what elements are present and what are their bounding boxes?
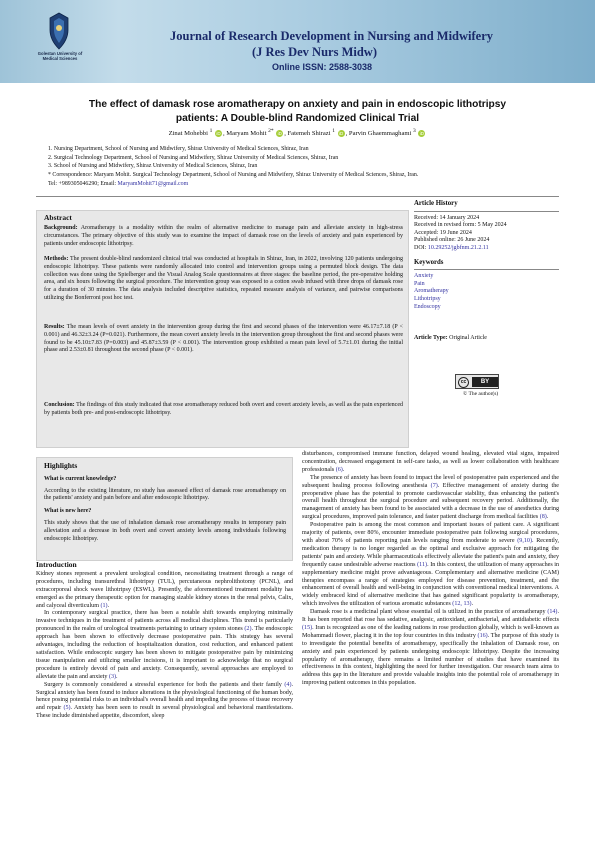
body-text: disturbances, compromised immune function, delayed wound healing, elevated vital signs, impaired concentration, decreased engagement in self-care tasks, as well as lower collaboration with healthcare professionals [302,451,559,473]
received-date: Received: 14 January 2024 [414,214,480,221]
copyright-notice: © The author(s) [463,391,499,397]
abstract-text: The mean levels of overt anxiety in the intervention group during the first and second phases of the intervention were 46.17±7.18 (P < 0.001) and 46.32±3.24 (P=0.021). Furthermore, the mean covert anxiety levels in the intervention group throughout the first and second phases were found to be 45.10±7.83 (P=0.003) and 45.87±3.59 (P < 0.001). The intervention group exhibited a mean pain level of 5.7±1.01 during the initial phase and 2.53±0.81 throughout the second phase (P < 0.001). [44,324,403,354]
institution-name: Golestan University of Medical Sciences [37,51,83,61]
doi-label: DOI: [414,244,428,251]
abstract-results [44,324,403,355]
citation-link[interactable]: (7) [430,482,438,489]
body-text: The presence of anxiety has been found to impact the level of postoperative pain experienced and the subsequent healing process following anesthesia [302,474,559,489]
highlight-question: What is current knowledge? [44,475,117,482]
orcid-icon[interactable]: iD [216,131,221,137]
university-logo [48,12,70,50]
cc-by-license-badge[interactable] [455,374,499,389]
orcid-icon[interactable]: iD [338,131,344,137]
body-paragraph: Damask rose is a medicinal plant whose essential oil is utilized in the practice of aromatherapy (14). It has been reported that rose has sedative, analgesic, antioxidant, antibacterial, and antidiabetic effects (15). Iran is recognized as one of the leading nations in rose production globally, which is well-known as Mohammadi flower, placing it in the top four countries in this industry (16). The purpose of this study is to investigate the potential benefits of aromatherapy, specifically the inhalation of Damask rose, on anxiety and pain experienced by patients undergoing endoscopic lithotripsy. Despite the increasing popularity of aromatherapy, there remains a limited number of studies that have examined its effectiveness in this context, highlighting the need for further investigation. Our research team aims to address this gap in the literature and provide valuable insights into the potential role of aromatherapy in improving patient outcomes in this population. [302,609,560,687]
abstract-conclusion [44,402,403,418]
body-paragraph: Kidney stones represent a prevalent urological condition, necessitating treatment through a range of procedures, including transurethral lithotripsy (TUL), percutaneous nephrolithotomy (PCNL), and extracorporeal shock wave lithotripsy (ESWL). Presently, the aforementioned treatment modality has emerged as the primary therapeutic option for managing sizable kidney stones in the renal pelvis, Calix, and calyceal diverticulum (1). [36,570,293,609]
affiliations [48,145,568,189]
keyword-link[interactable]: Lithotripsy [414,295,441,302]
citation-link[interactable]: (4) [284,681,292,688]
author-affil-sup: 3 [413,128,416,134]
journal-abbreviation: (J Res Dev Nurs Midw) [252,45,377,59]
body-paragraph: disturbances, compromised immune function, delayed wound healing, elevated vital signs, impaired concentration, decreased engagement in self-care tasks, as well as lower collaboration with healthcare professionals (6). [302,451,559,473]
body-text: In this context, the utilization of many approaches in supplementary medicine might prove advantageous. Complementary and alternative medicine (CAM) therapies encompass a range of strategies employed for disease prevention, treatment, and the enhancement of overall health and well-being in conjunction with conventional medical interventions. A widely embraced kind of alternative medicine that has gained significant popularity is aromatherapy, which involves the utilization of various aromatic substances [302,561,560,608]
body-text: Postoperative pain is among the most common and important issues of patient care. A significant majority of patients, over 80%, encounter immediate postoperative pain following surgical procedures, with about 70% of patients reporting pain levels ranging from moderate to severe [302,522,559,544]
author-name: Zinat Mohebbi [168,130,208,138]
body-paragraph: In contemporary surgical practice, there has been a notable shift towards employing minimally invasive techniques in the treatment of patients across all medical disciplines. This trend is particularly pronounced in the realm of urological treatments pertaining to urinary system stones (2). The endoscopic approach has been shown to effectively decrease postoperative pain. This strategy has several advantages, including the reduction of hospitalization duration, cost reduction, and enhanced patient satisfaction. While endoscopic surgery has been shown to mitigate postoperative pain by minimizing tissue manipulation and utilizing smaller incisions, it is important to acknowledge that no surgical procedure is entirely devoid of pain and anxiety. Consequently, several approaches are employed to alleviate the pain and anxiety (3). [36,610,294,680]
body-text: Effective management of anxiety during the preoperative phase has the potential to promote cardiovascular stability, thus enhancing the patient's overall health throughout the surgical procedure and subsequent recovery period. Additionally, the management of anxiety has been found to be associated with a decrease in the use of anesthetics during surgical procedures, improved pain tolerance, and faster patient discharge from medical facilities [302,482,559,521]
highlight-answer: This study shows that the use of inhalation damask rose aromatherapy results in temporary pain alleviation and a decrease in both overt and covert anxiety levels among individuals following endoscopic lithotripsy. [44,519,286,542]
divider [36,196,559,197]
highlights-heading: Highlights [44,461,78,470]
keyword-link[interactable]: Pain [414,280,425,287]
revised-date: Received in revised form: 5 May 2024 [414,222,507,229]
paper-title-line-1: The effect of damask rose aromatherapy on anxiety and pain in endoscopic lithotripsy [88,99,507,110]
abstract-methods [44,256,403,303]
paper-title-line-2: patients: A Double-blind Randomized Clinical Trial [175,113,420,124]
citation-link[interactable]: (11) [417,561,428,568]
doi-link[interactable]: 10.29252/jgbfnm.21.2.11 [427,244,489,251]
body-text: Damask rose is a medicinal plant whose essential oil is utilized in the practice of aromatherapy [310,609,546,616]
creative-commons-icon: cc [458,377,469,388]
body-text: Kidney stones represent a prevalent urological condition, necessitating treatment through a range of procedures, including transurethral lithotripsy (TUL), percutaneous nephrolithotomy (PCNL), and extracorporeal shock wave lithotripsy (ESWL). Presently, the aforementioned treatment modality has emerged as the primary therapeutic option for managing sizable kidney stones in the renal pelvis, Calix, and calyceal diverticulum [36,570,293,609]
introduction-heading: Introduction [36,560,77,569]
citation-link[interactable]: (12, 13) [452,601,472,608]
abstract-label: Conclusion: [44,402,75,408]
body-text: Surgical anxiety has been found to induce alterations in the physiological functioning of the human body, hence posing potential risks to an individual's overall health and impeding the process of tissue recovery and repair [36,689,293,712]
body-text: Anxiety has been seen to result in several physiological and behavioral manifestations. These include diminished appetite, discomfort, sleep [36,705,294,720]
author-affil-sup: 1 [332,128,335,134]
keywords-heading: Keywords [414,258,444,266]
author-name: Parvin Ghaemmaghami [348,130,412,138]
highlight-answer: According to the existing literature, no study has assessed effect of damask rose aromatherapy on the patients' anxiety and pain before and after endoscopic lithotripsy. [44,487,286,502]
citation-link[interactable]: (8) [539,514,547,521]
keyword-link[interactable]: Aromatherapy [414,288,449,295]
body-text: The purpose of this study is to investigate the potential benefits of aromatherapy, specifically the inhalation of Damask rose, on anxiety and pain experienced by patients undergoing endoscopic lithotripsy. Despite the increasing popularity of aromatherapy, there remains a limited number of studies that have examined its effectiveness in this context, highlighting the need for further investigation. Our research team aims to address this gap in the literature and provide valuable insights into the potential role of aromatherapy in improving patient outcomes in this population. [302,632,559,687]
body-paragraph: Surgery is commonly considered a stressful experience for both the patients and their family (4). Surgical anxiety has been found to induce alterations in the physiological functioning of the human body, hence posing potential risks to an individual's overall health and impeding the process of tissue recovery and repair (5). Anxiety has been seen to result in several physiological and behavioral manifestations. These include diminished appetite, discomfort, sleep [36,681,294,720]
contact-line [48,180,568,189]
author-affil-sup: 1 [209,128,213,134]
divider [414,211,559,212]
contact-phone: Tel: +989305046290; Email: [48,180,118,187]
citation-link[interactable]: (6) [335,466,343,473]
citation-link[interactable]: (1) [100,602,108,609]
article-type-value: Original Article [449,335,487,342]
divider [414,269,559,270]
affiliation-item: 3. School of Nursing and Midwifery, Shiraz University of Medical Sciences, Shiraz, Iran [48,163,258,170]
accepted-date: Accepted: 19 June 2024 [414,229,472,236]
author-name: Fatemeh Shirazi [287,130,331,138]
contact-email-link[interactable]: MaryamMohit71@gmail.com [117,180,189,187]
body-paragraph: The presence of anxiety has been found to impact the level of postoperative pain experienced and the subsequent healing process following anesthesia (7). Effective management of anxiety during the preoperative phase has the potential to promote cardiovascular stability, thus enhancing the patient's overall health throughout the surgical procedure and subsequent recovery period. Additionally, the management of anxiety has been found to be associated with a decrease in the use of anesthetics during surgical procedures, improved pain tolerance, and faster patient discharge from medical facilities (8). [302,474,559,521]
abstract-text: The present double-blind randomized clinical trial was conducted at hospitals in Shiraz, Iran, in 2022, involving 120 patients undergoing endoscopic lithotripsy. These patients were randomly allocated into control and intervention groups using a permuted block design. The data collection was done using the Spielberger and the Visual Analog Scale questionnaires at three stages: the baseline period, the pre-operative holding area, and six hours following the surgical procedure. The intervention group was exposed to a cotton swab infused with three drops of damask rose for a duration of 30 minutes. The data analysis included descriptive statistics, repeated measure analysis of variance, and pairwise comparisons utilizing the Bonferroni post hoc test. [44,256,403,301]
body-paragraph: Postoperative pain is among the most common and important issues of patient care. A significant majority of patients, over 80%, encounter immediate postoperative pain following surgical procedures, with about 70% of patients reporting pain levels ranging from moderate to severe (9,10). Recently, medication therapy is no longer regarded as the optimal and exclusive approach for mitigating the patients' pain and anxiety. While pharmaceuticals effectively alleviate the patient's pain and anxiety, they frequently cause undesirable adverse reactions (11). In this context, the utilization of many approaches in supplementary medicine might prove advantageous. Complementary and alternative medicine (CAM) therapies encompass a range of strategies employed for disease prevention, treatment, and the enhancement of overall health and well-being in conjunction with conventional medical interventions. A widely embraced kind of alternative medicine that has gained significant popularity is aromatherapy, which involves the utilization of various aromatic substances (12, 13). [302,522,560,608]
cc-by-label: BY [472,377,498,387]
abstract-text: The findings of this study indicated that rose aromatherapy reduced both overt and covert anxiety levels, as well as the pain experienced by patients both pre- and post-endoscopic lithotripsy. [44,402,403,416]
body-text: Surgery is commonly considered a stressful experience for both the patients and their family [44,681,282,688]
journal-issn: Online ISSN: 2588-3038 [272,62,373,72]
citation-link[interactable]: (2) [244,626,252,633]
published-date: Published online: 26 June 2024 [414,237,490,244]
abstract-label: Results: [44,324,65,330]
article-history-heading: Article History [414,200,458,207]
doi-line [414,245,559,253]
affiliation-item: 1. Nursing Department, School of Nursing and Midwifery, Shiraz University of Medical Sciences, Shiraz, Iran [48,146,309,152]
body-text: The endoscopic approach has been shown to effectively decrease postoperative pain. This strategy has several advantages, including the reduction of hospitalization duration, cost reduction, and enhanced patient satisfaction. While endoscopic surgery has been shown to mitigate postoperative pain by minimizing tissue manipulation and utilizing smaller incisions, it is important to acknowledge that no surgical procedure is entirely devoid of pain and anxiety. Consequently, several approaches are employed to alleviate the pain and anxiety [36,626,294,680]
citation-link[interactable]: (9,10) [517,537,532,544]
correspondence: * Correspondence: Maryam Mohit. Surgical Technology Department, School of Nursing and Midwifery, Shiraz University of Medical Sciences, Shiraz, Iran. [48,172,419,179]
body-right-column [302,451,559,688]
body-text: In contemporary surgical practice, there has been a notable shift towards employing minimally invasive techniques in the treatment of patients across all medical disciplines. This trend is particularly pronounced in the realm of urological treatments pertaining to urinary system stones [36,610,293,633]
abstract-background [44,225,403,248]
highlights [44,462,286,543]
body-text: Iran is recognized as one of the leading nations in rose production globally, which is well-known as Mohammadi flower, placing it in the top four countries in this industry [302,624,560,639]
paper-title [40,98,555,126]
citation-link[interactable]: (5) [63,705,71,712]
introduction-section [36,561,293,721]
article-info-sidebar [414,200,559,343]
author-name: Maryam Mohit [226,130,267,138]
citation-link[interactable]: (14) [547,609,558,616]
citation-link[interactable]: (3) [108,673,117,680]
author-list: Zinat Mohebbi $^1$ iD , Maryam Mohit $^{2*}$ iD , Fatemeh Shirazi $^1$ iD , Parvin Ghaemmaghami $^3$ iD [168,128,425,138]
journal-title: Journal of Research Development in Nursing and Midwifery [170,29,494,43]
highlight-question: What is new here? [44,508,92,515]
abstract-text: Aromatherapy is a modality within the realm of alternative medicine to manage pain and alleviate anxiety in high-stress circumstances. The primary objective of this study was to examine the impact of damask rose on the levels of anxiety and pain experienced by patients under endoscopic lithotripsy. [44,225,403,247]
abstract-label: Methods: [44,256,69,262]
citation-link[interactable]: (15) [302,624,313,631]
body-text: It has been reported that rose has sedative, analgesic, antioxidant, antibacterial, and antidiabetic effects [302,617,559,624]
keyword-link[interactable]: Anxiety [414,273,434,280]
article-type-label: Article Type: [414,335,448,342]
citation-link[interactable]: (16) [477,632,488,639]
keyword-link[interactable]: Endoscopy [414,303,441,310]
abstract-heading: Abstract [44,213,72,222]
author-affil-sup: 2* [268,128,274,134]
abstract-label: Background: [44,225,78,231]
orcid-icon[interactable]: iD [419,131,425,137]
article-type [414,335,559,343]
affiliation-item: 2. Surgical Technology Department, School of Nursing and Midwifery, Shiraz University of Medical Sciences, Shiraz, Iran [48,154,339,161]
orcid-icon[interactable]: iD [277,131,282,137]
body-text: Recently, medication therapy is no longer regarded as the optimal and exclusive approach for mitigating the patients' pain and anxiety. While pharmaceuticals effectively alleviate the patient's pain and anxiety, they frequently cause undesirable adverse reactions [302,537,560,568]
